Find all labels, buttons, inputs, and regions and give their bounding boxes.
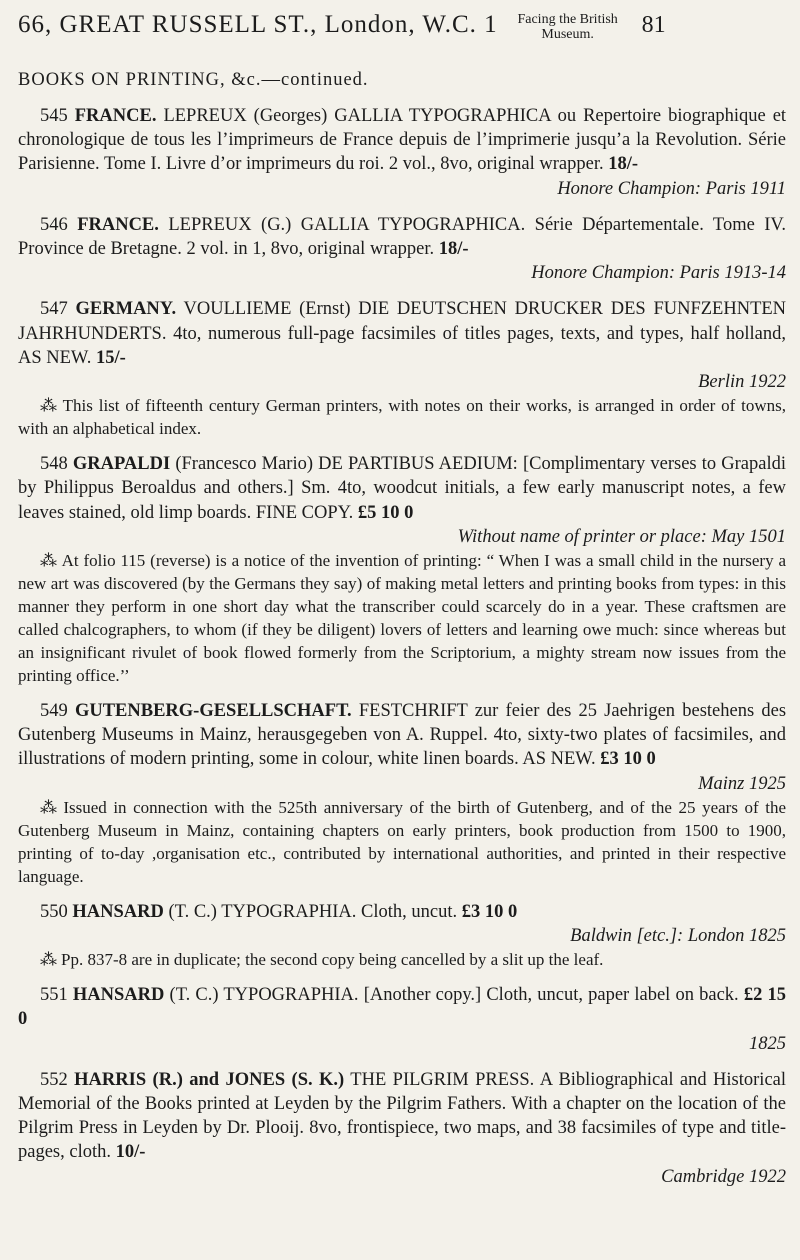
entry-author: (Francesco Mario)	[175, 454, 313, 475]
asterism-icon: ⁂	[40, 396, 59, 416]
entry-price: 18/-	[608, 154, 639, 175]
asterism-icon: ⁂	[40, 551, 58, 571]
entry-imprint: Cambridge 1922	[661, 1166, 786, 1187]
catalogue-entry	[18, 900, 786, 971]
page-header	[18, 10, 786, 62]
entry-price: £5 10 0	[357, 502, 414, 523]
entry-title: THE PILGRIM PRESS.	[350, 1069, 535, 1090]
entry-number: 551	[40, 985, 68, 1006]
entry-price: £3 10 0	[600, 749, 656, 770]
entry-heading: HARRIS (R.) and JONES (S. K.)	[74, 1069, 345, 1090]
entry-note: At folio 115 (reverse) is a notice of the invention of printing: “ When I was a small child in the nursery a new art was discovered (by the Germans they say) of making metal letters and printing books from types: in this manner they perform in one short day what the transcriber could scarcely do in a year. These craftsmen are called chalcographers, to whom (if they be diligent) lovers of letters and learning owe much: since whereas but an insignificant rivulet of book flowed formerly from the Scriptorium, a mighty stream now issues from the printing office.’’	[18, 551, 786, 686]
entry-body: Cloth, uncut.	[361, 901, 458, 922]
entry-body: 4to, numerous full-page facsimiles of titles pages, texts, and types, half holland, AS NEW.	[18, 323, 787, 368]
entry-imprint: Berlin 1922	[698, 372, 786, 393]
entry-note: Issued in connection with the 525th anniversary of the birth of Gutenberg, and of the 25 years of the Gutenberg Museum in Mainz, containing chapters on early printers, book production from 1500 to 1900, printing of to-day ,organisation etc., contributed by international authorities, and printed in their respective language.	[18, 797, 787, 886]
catalogue-entry	[18, 983, 786, 1056]
entry-title: GALLIA TYPOGRAPHICA.	[300, 214, 526, 235]
entry-heading: HANSARD	[72, 901, 164, 922]
entry-author: LEPREUX (G.)	[168, 214, 292, 235]
entry-price: 10/-	[115, 1142, 146, 1163]
entry-imprint: Honore Champion: Paris 1913-14	[531, 263, 786, 284]
entry-heading: GRAPALDI	[72, 454, 171, 475]
entry-body: A Bibliographical and Historical Memorial of the Books printed at Leyden by the Pilgrim Fathers. With a chapter on the location of the Pilgrim Press in Leyden by Dr. Plooij. 8vo, frontispiece, two maps, and 38 facsimiles of type and title-pages, cloth.	[18, 1069, 787, 1163]
entry-number: 549	[40, 701, 68, 722]
entry-heading: HANSARD	[72, 985, 165, 1006]
entry-imprint: Baldwin [etc.]: London 1825	[570, 926, 786, 947]
entry-title: DE PARTIBUS AEDIUM:	[318, 454, 518, 475]
running-title: 66, GREAT RUSSELL ST., London, W.C. 1	[18, 11, 498, 38]
catalogue-entry	[18, 452, 786, 687]
entry-note: Pp. 837-8 are in duplicate; the second copy being cancelled by a slit up the leaf.	[61, 950, 604, 970]
entry-heading: GERMANY.	[75, 299, 177, 320]
entry-number: 545	[40, 106, 68, 126]
entry-title: FESTCHRIFT	[358, 701, 468, 722]
entry-author: LEPREUX (Georges)	[163, 106, 328, 126]
asterism-icon: ⁂	[40, 797, 60, 817]
entry-number: 548	[40, 454, 68, 475]
entry-number: 552	[40, 1069, 68, 1090]
catalogue-entry	[18, 213, 786, 286]
facing-note: Facing the British Museum.	[517, 12, 618, 42]
page-number: 81	[641, 12, 666, 38]
entry-author: (T. C.)	[169, 985, 219, 1006]
catalogue-entry	[18, 699, 786, 888]
entry-body: ou Repertoire biographique et chronologique de tous les l’imprimeurs de France depuis de l’imprimerie jusqu’a la Revolution. Série Parisienne. Tome I. Livre d’or imprimeurs du roi. 2 vol., 8vo, original wrapper.	[18, 106, 787, 175]
entry-body: Série Départementale. Tome IV. Province de Bretagne. 2 vol. in 1, 8vo, original wrapper.	[18, 214, 786, 260]
section-heading: BOOKS ON PRINTING, &c.—continued.	[18, 70, 369, 90]
catalogue-entry	[18, 1068, 786, 1189]
entry-imprint: Honore Champion: Paris 1911	[557, 178, 786, 199]
entry-number: 546	[40, 214, 68, 235]
entry-title: DIE DEUTSCHEN DRUCKER DES FUNFZEHNTEN JAHRHUNDERTS.	[18, 299, 787, 344]
entry-price: 18/-	[438, 239, 469, 260]
entry-title: TYPOGRAPHIA.	[223, 985, 359, 1006]
entry-price: £2 15 0	[18, 985, 786, 1030]
entry-imprint: 1825	[749, 1033, 786, 1054]
entry-imprint: Without name of printer or place: May 1501	[457, 526, 786, 547]
entry-number: 550	[40, 901, 68, 922]
entry-imprint: Mainz 1925	[698, 773, 786, 794]
entry-note: This list of fifteenth century German printers, with notes on their works, is arranged in order of towns, with an alphabetical index.	[18, 396, 787, 439]
entry-heading: GUTENBERG-GESELLSCHAFT.	[74, 701, 352, 722]
entry-body: zur feier des 25 Jaehrigen bestehens des Gutenberg Museums in Mainz, herausgegeben von A. Ruppel. 4to, sixty-two plates of facsimiles, and illustrations of modern printing, some in colour, white linen boards. AS NEW.	[18, 701, 787, 770]
entry-price: 15/-	[95, 347, 126, 368]
asterism-icon: ⁂	[40, 950, 57, 970]
entry-number: 547	[40, 299, 68, 320]
entry-title: GALLIA TYPOGRAPHICA	[334, 106, 551, 126]
entry-list	[18, 104, 786, 1189]
entry-body: [Another copy.] Cloth, uncut, paper label on back.	[363, 985, 739, 1006]
catalogue-entry	[18, 104, 786, 201]
entry-title: TYPOGRAPHIA.	[221, 901, 357, 922]
entry-author: VOULLIEME (Ernst)	[183, 299, 351, 320]
catalogue-entry	[18, 297, 786, 440]
entry-author: (T. C.)	[168, 901, 217, 922]
entry-body: [Complimentary verses to Grapaldi by Philippus Beroaldus and others.] Sm. 4to, woodcut initials, a few early manuscript notes, a few leaves stained, old limp boards. FINE COPY.	[18, 454, 787, 523]
entry-heading: FRANCE.	[77, 214, 159, 235]
entry-price: £3 10 0	[461, 901, 518, 922]
entry-heading: FRANCE.	[74, 106, 157, 126]
